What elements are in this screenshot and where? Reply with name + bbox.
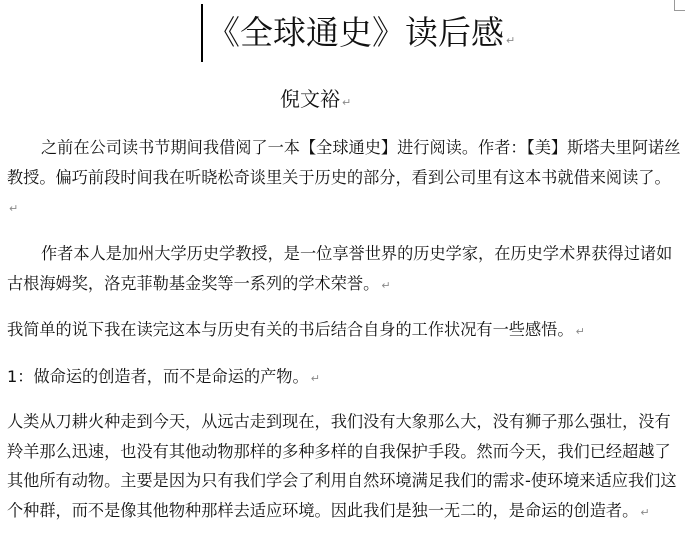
author-text: 倪文裕 <box>280 87 340 111</box>
paragraph-mark-icon: ↵ <box>575 325 585 338</box>
paragraph-point-heading[interactable] <box>7 362 681 394</box>
title-text: 《全球通史》读后感 <box>207 13 504 52</box>
paragraph-point-body[interactable] <box>7 407 681 527</box>
paragraph-mark-icon: ↵ <box>381 278 391 292</box>
paragraph-intro[interactable] <box>7 133 681 224</box>
paragraph-mark-icon: ↵ <box>9 202 19 215</box>
author-name[interactable] <box>280 84 351 118</box>
page-corner-marker <box>674 0 685 11</box>
document-title[interactable] <box>207 6 515 68</box>
paragraph-mark-icon: ↵ <box>310 372 320 385</box>
paragraph-text: 人类从刀耕火种走到今天，从远古走到现在，我们没有大象那么大，没有狮子那么强壮，没有羚羊那么迅速，也没有其他动物那样的多种多样的自我保护手段。然而今天，我们已经超越了其他所有动物。主要是因为只有我们学会了利用自然环境满足我们的需求-使环境来适应我们这个种群，而不是像其他物种那样去适应环境。因此我们是独一无二的，是命运的创造者。 <box>7 412 677 520</box>
paragraph-text: 我简单的说下我在读完这本与历史有关的书后结合自身的工作状况有一些感悟。 <box>7 320 574 339</box>
paragraph-text: 作者本人是加州大学历史学教授，是一位享誉世界的历史学家，在历史学术界获得过诸如古根海姆奖，洛克菲勒基金奖等一系列的学术荣誉。 <box>7 244 673 293</box>
paragraph-mark-icon: ↵ <box>640 505 650 519</box>
paragraph-author-bio[interactable] <box>7 239 681 300</box>
paragraph-mark-icon: ↵ <box>342 96 352 109</box>
text-cursor <box>201 4 203 62</box>
paragraph-summary[interactable] <box>7 315 681 347</box>
paragraph-mark-icon: ↵ <box>506 34 516 47</box>
paragraph-text: 1：做命运的创造者，而不是命运的产物。 <box>7 367 309 386</box>
paragraph-text: 之前在公司读书节期间我借阅了一本【全球通史】进行阅读。作者：【美】斯塔夫里阿诺丝教授。偏巧前段时间我在听晓松奇谈里关于历史的部分，看到公司里有这本书就借来阅读了。 <box>7 138 681 187</box>
